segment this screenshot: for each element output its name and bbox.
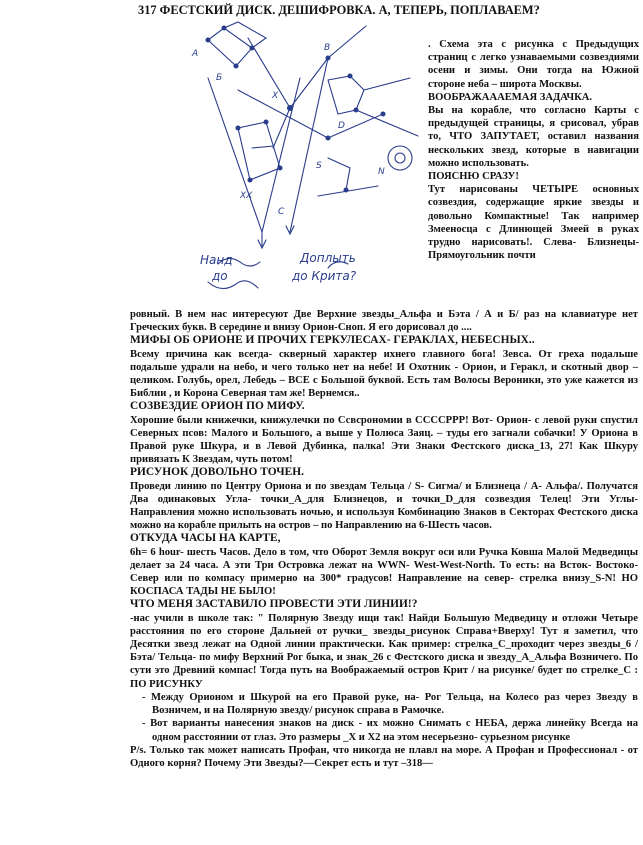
right-paragraph: Вы на корабле, что согласно Карты с предыдущей страницы, я срисовал, убрав то, ЧТО ЗАПУТАЕТ, оставил названия нескольких звезд, которые в навигации можно использовать.: [428, 105, 639, 169]
section-heading: ЧТО МЕНЯ ЗАСТАВИЛО ПРОВЕСТИ ЭТИ ЛИНИИ!?: [130, 598, 418, 611]
paragraph: Всему причина как всегда- скверный характер ихнего главного бога! Зевса. От греха подальше подальше удрали на небо, и чего только нет на небе! И Охотник - Орион, и Геракл, и скотный двор – целиком. Голубь, орел, Лебедь – ВСЕ с Большой буквой. Есть там Волосы Вероники, это уже кажется из Библии , и Корона Северная там же! Вернемся..: [130, 348, 638, 400]
paragraph: Хорошие были книжечки, книжулечки по Ссвсрономии в СССCРРР! Вот- Орион- с левой руки спустил Северных псов: Малого и Большого, а выше у Полюса Заяц. – туды его загнали собачки! У Ориона в Правой руке Шкура, и в Левой Дубинка, палка! Эти Знаки Фестского диска_13, 27! Как Шкуру привязать К Звездам, чуть потом!: [130, 414, 638, 466]
svg-text:N: N: [378, 167, 385, 177]
section-heading: РИСУНОК ДОВОЛЬНО ТОЧЕН.: [130, 466, 304, 479]
right-heading: ПОЯСНЮ СРАЗУ!: [428, 171, 519, 183]
paragraph: -нас учили в школе так: " Полярную Звезду ищи так! Найди Большую Медведицу и отложи Четыре расстояния по его стороне Дальней от ручки_ звезды_рисунок Справа+Вверху! Тут я заметил, что Десятки звезд лежат на Одной линии практически. Как пример: стрелка_С_проходит через звезды_6 / Бэта/ Тельца- по мифу Верхний Рог быка, и знак_26 с Фестского диска и звезду_А_Альфа Возничего. По сути это Древний компас! Тогда путь на Воображаемый остров Крит / на рисунке/ будет по стрелке_С : ПО РИСУНКУ: [130, 612, 638, 690]
bullet-item: - Между Орионом и Шкурой на его Правой руке, на- Рог Тельца, на Колесо раз через Звезду в Возничем, и на Полярную звезду/ рисунок справа в Рамочке.: [142, 691, 638, 717]
sketch-label-right: Доплыть: [300, 251, 356, 265]
main-text: [130, 308, 638, 770]
paragraph: P/s. Только так может написать Профан, что никогда не плавл на море. А Профан и Профессионал - от Одного корня? Почему Эти Звезды?—Секрет есть и тут –318—: [130, 744, 638, 769]
right-column: [428, 38, 639, 262]
right-paragraph: . Схема эта с рисунка с Предыдущих страниц с легко узнаваемыми созвездиями осени и зимы. Они тогда на Южной стороне неба – широта Москвы.: [428, 39, 639, 90]
star-map-sketch: [178, 18, 440, 316]
svg-text:XX: XX: [240, 191, 253, 201]
page-title: 317 ФЕСТСКИЙ ДИСК. ДЕШИФРОВКА. А, ТЕПЕРЬ, ПОПЛАВАЕМ?: [138, 3, 540, 17]
orion-outline: [238, 122, 280, 180]
taurus-outline: [328, 76, 364, 114]
sketch-label-left-2: до: [212, 269, 228, 283]
paragraph: 6h= 6 hour- шесть Часов. Дело в том, что Оборот Земля вокруг оси или Ручка Ковша Малой Медведицы делает за 24 часа. А эти Три Островка лежат на WWN- West-West-North. То есть: на Вcток- Востоко- Север или по компасу примерно на 300* градусов! Направление на север- стрелка внизу_S-N! НО КОСПАСА ТАДЫ НЕ БЫЛО!: [130, 546, 638, 598]
bullet-item: - Вот варианты нанесения знаков на диск - их можно Снимать с НЕБА, держа линейку Всегда на одном расстоянии от глаз. Это размеры _Х и Х2 на этом несерьезно- сурьезном рисунке: [142, 718, 638, 743]
svg-text:D: D: [338, 121, 345, 131]
svg-text:C: C: [278, 207, 285, 217]
svg-text:B: B: [324, 43, 331, 53]
svg-text:S: S: [316, 161, 322, 171]
gemini-outline: [208, 28, 252, 66]
paragraph: ровный. В нем нас интересуют Две Верхние звезды_Альфа и Бэта / А и Б/ раз на клавиатуре нет Греческих букв. В середине и внизу Орион-Сноп. Я его дорисовал до ....: [130, 309, 638, 334]
section-heading: СОЗВЕЗДИЕ ОРИОН ПО МИФУ.: [130, 400, 305, 413]
sketch-label-right-2: до Крита?: [292, 269, 357, 283]
sketch-label-left: Нанд: [200, 253, 233, 267]
right-heading: ВООБРАЖАААЕМАЯ ЗАДАЧКА.: [428, 91, 593, 103]
svg-text:A: A: [192, 49, 199, 59]
section-heading: МИФЫ ОБ ОРИОНЕ И ПРОЧИХ ГЕРКУЛЕСАХ- ГЕРАКЛАХ, НЕБЕСНЫХ..: [130, 334, 535, 347]
section-heading: ОТКУДА ЧАСЫ НА КАРТЕ,: [130, 532, 281, 545]
paragraph: Проведи линию по Центру Ориона и по звездам Тельца / S- Сигма/ и Близнеца / А- Альфа/. Получатся Два одинаковых Угла- точки_А_для Близнецов, и точки_D_для созвездия Телец! Эти Углы- Направления можно использовать ночью, и используя Комбинацию Знаков в Секторах Фестского диска можно на корабле прилыть на остров – по Направлению на 6-Шесть часов.: [130, 480, 638, 532]
svg-text:X: X: [272, 91, 279, 101]
right-paragraph: Тут нарисованы ЧЕТЫРЕ основных созвездия, содержащие яркие звезды и довольно Компактные! Так например Змееносца с Длинющей Змеей в руках трудно нарисовать!. Слева- Близнецы- Прямоугольник почти: [428, 184, 639, 262]
svg-text:Б: Б: [216, 73, 223, 83]
